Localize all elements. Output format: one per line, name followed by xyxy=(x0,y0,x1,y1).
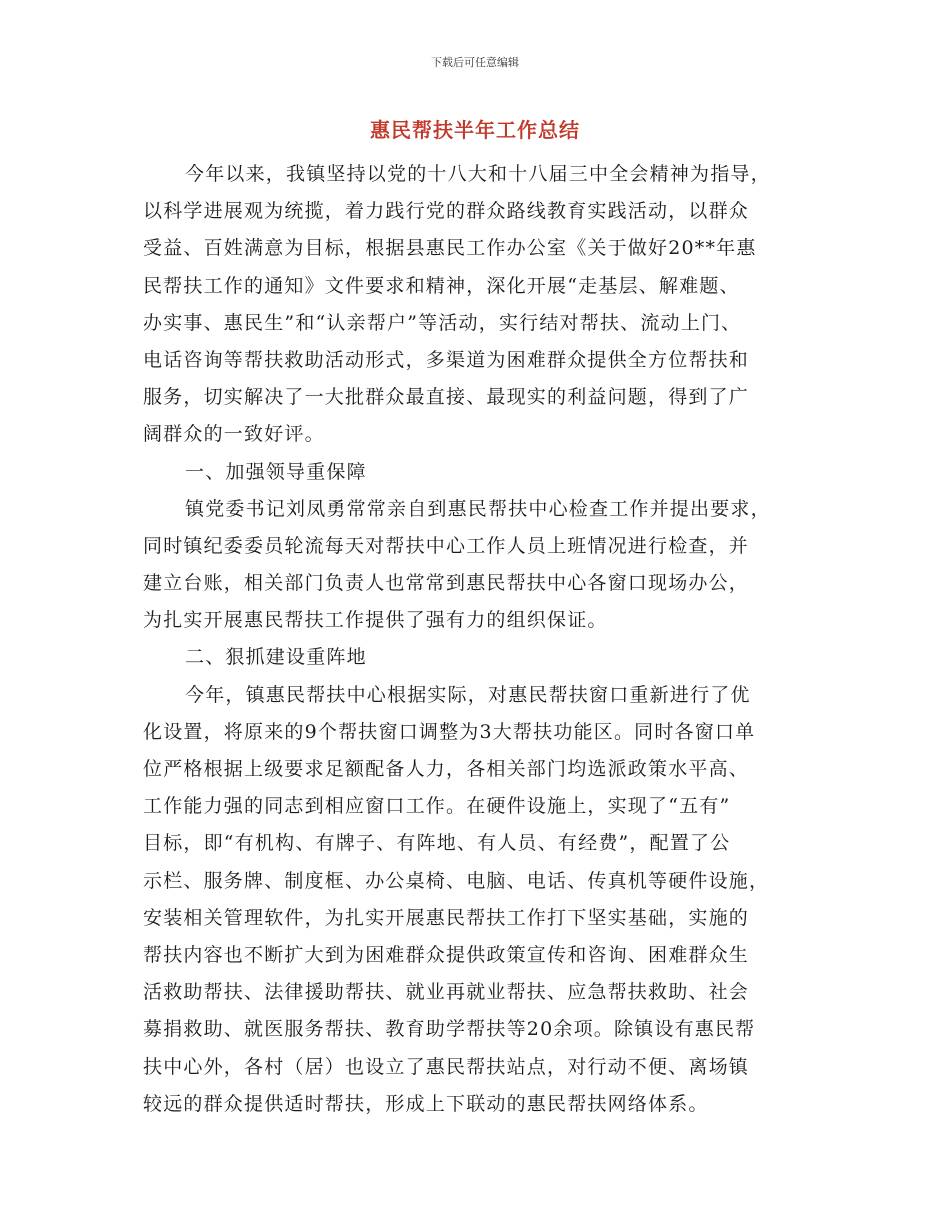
paragraph-line: 活救助帮扶、法律援助帮扶、就业再就业帮扶、应急帮扶救助、社会 xyxy=(143,981,750,1004)
paragraph-line: 募捐救助、就医服务帮扶、教育助学帮扶等20余项。除镇设有惠民帮 xyxy=(143,1018,756,1041)
paragraph-line: 为扎实开展惠民帮扶工作提供了强有力的组织保证。 xyxy=(143,609,608,632)
paragraph-line: 以科学进展观为统揽，着力践行党的群众路线教育实践活动，以群众 xyxy=(143,200,750,223)
paragraph-line: 建立台账，相关部门负责人也常常到惠民帮扶中心各窗口现场办公， xyxy=(143,572,750,595)
paragraph-line: 阔群众的一致好评。 xyxy=(143,423,325,446)
paragraph-line: 今年以来，我镇坚持以党的十八大和十八届三中全会精神为指导， xyxy=(185,163,771,185)
paragraph-line: 受益、百姓满意为目标，根据县惠民工作办公室《关于做好20**年惠 xyxy=(143,237,757,260)
section-heading: 二、狠抓建设重阵地 xyxy=(185,646,367,669)
header-note: 下载后可任意编辑 xyxy=(431,56,519,69)
section-heading: 一、加强领导重保障 xyxy=(185,460,367,483)
paragraph-line: 扶中心外，各村（居）也设立了惠民帮扶站点，对行动不便、离场镇 xyxy=(143,1055,750,1078)
paragraph-line: 目标，即“有机构、有牌子、有阵地、有人员、有经费”，配置了公 xyxy=(143,832,731,855)
paragraph-line: 今年，镇惠民帮扶中心根据实际，对惠民帮扶窗口重新进行了优 xyxy=(185,683,751,706)
paragraph-line: 较远的群众提供适时帮扶，形成上下联动的惠民帮扶网络体系。 xyxy=(143,1092,709,1115)
paragraph-line: 电话咨询等帮扶救助活动形式，多渠道为困难群众提供全方位帮扶和 xyxy=(143,348,750,371)
paragraph-line: 民帮扶工作的通知》文件要求和精神，深化开展“走基层、解难题、 xyxy=(143,274,740,297)
paragraph-line: 位严格根据上级要求足额配备人力，各相关部门均选派政策水平高、 xyxy=(143,758,750,780)
paragraph-line: 示栏、服务牌、制度框、办公桌椅、电脑、电话、传真机等硬件设施， xyxy=(143,869,770,892)
document-body xyxy=(143,156,808,1123)
paragraph-line: 同时镇纪委委员轮流每天对帮扶中心工作人员上班情况进行检查，并 xyxy=(143,534,750,557)
paragraph-line: 帮扶内容也不断扩大到为困难群众提供政策宣传和咨询、困难群众生 xyxy=(143,943,750,966)
paragraph-line: 镇党委书记刘凤勇常常亲自到惠民帮扶中心检查工作并提出要求， xyxy=(185,497,771,520)
paragraph-line: 办实事、惠民生”和“认亲帮户”等活动，实行结对帮扶、流动上门、 xyxy=(143,311,742,334)
paragraph-line: 安装相关管理软件，为扎实开展惠民帮扶工作打下坚实基础，实施的 xyxy=(143,906,750,929)
paragraph-line: 工作能力强的同志到相应窗口工作。在硬件设施上，实现了“五有” xyxy=(143,795,731,818)
paragraph-line: 服务，切实解决了一大批群众最直接、最现实的利益问题，得到了广 xyxy=(143,386,750,409)
paragraph-line: 化设置，将原来的9个帮扶窗口调整为3大帮扶功能区。同时各窗口单 xyxy=(143,720,756,743)
document-title: 惠民帮扶半年工作总结 xyxy=(370,118,580,142)
